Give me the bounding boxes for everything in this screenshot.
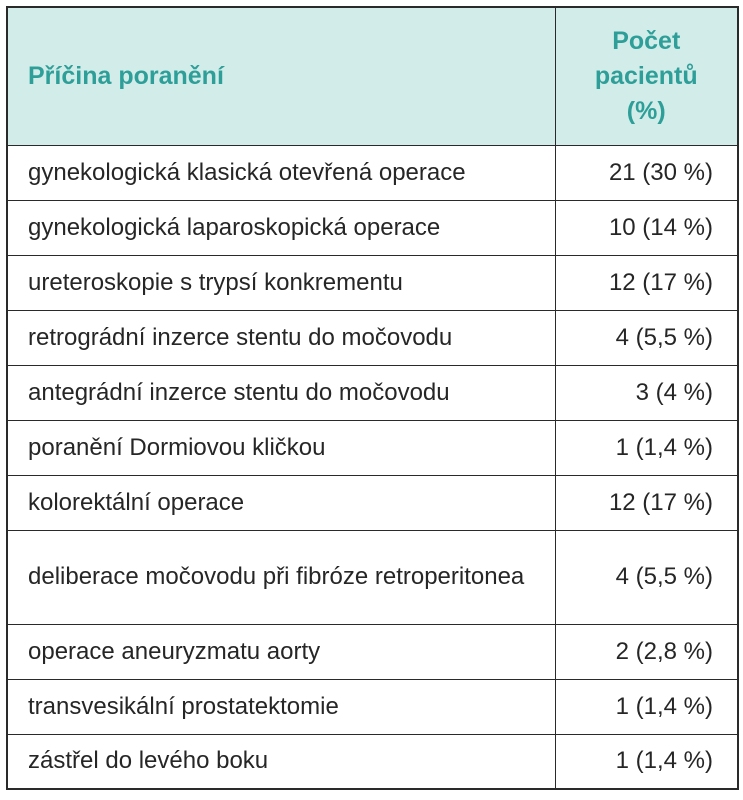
cause-cell: kolorektální operace	[7, 475, 555, 530]
cause-cell: gynekologická klasická otevřená operace	[7, 145, 555, 200]
cause-cell: gynekologická laparoskopická operace	[7, 200, 555, 255]
count-cell: 10 (14 %)	[555, 200, 738, 255]
cause-cell: retrográdní inzerce stentu do močovodu	[7, 310, 555, 365]
table-row	[7, 200, 738, 255]
cause-cell: antegrádní inzerce stentu do močovodu	[7, 365, 555, 420]
cause-cell: ureteroskopie s trypsí konkrementu	[7, 255, 555, 310]
table-row	[7, 530, 738, 624]
header-count-line: (%)	[626, 96, 666, 125]
count-cell: 4 (5,5 %)	[555, 530, 738, 624]
header-count-line: Počet	[612, 26, 681, 55]
count-cell: 1 (1,4 %)	[555, 420, 738, 475]
count-cell: 12 (17 %)	[555, 475, 738, 530]
table-row	[7, 734, 738, 789]
table-row	[7, 255, 738, 310]
table-row	[7, 365, 738, 420]
header-cause: Příčina poranění	[7, 7, 555, 145]
table-row	[7, 420, 738, 475]
count-cell: 1 (1,4 %)	[555, 734, 738, 789]
count-cell: 3 (4 %)	[555, 365, 738, 420]
header-count	[555, 7, 738, 145]
count-cell: 2 (2,8 %)	[555, 624, 738, 679]
cause-cell: deliberace močovodu při fibróze retroperitonea	[7, 530, 555, 624]
table-row	[7, 475, 738, 530]
injury-causes-table	[6, 6, 739, 790]
table-container	[6, 6, 737, 790]
table-row	[7, 624, 738, 679]
cause-cell: transvesikální prostatektomie	[7, 679, 555, 734]
header-row	[7, 7, 738, 145]
table-row	[7, 679, 738, 734]
header-count-line: pacientů	[594, 61, 698, 90]
table-row	[7, 310, 738, 365]
cause-cell: poranění Dormiovou kličkou	[7, 420, 555, 475]
table-body	[7, 145, 738, 789]
cause-cell: operace aneuryzmatu aorty	[7, 624, 555, 679]
table-header	[7, 7, 738, 145]
count-cell: 1 (1,4 %)	[555, 679, 738, 734]
table-row	[7, 145, 738, 200]
count-cell: 21 (30 %)	[555, 145, 738, 200]
count-cell: 4 (5,5 %)	[555, 310, 738, 365]
count-cell: 12 (17 %)	[555, 255, 738, 310]
cause-cell: zástřel do levého boku	[7, 734, 555, 789]
